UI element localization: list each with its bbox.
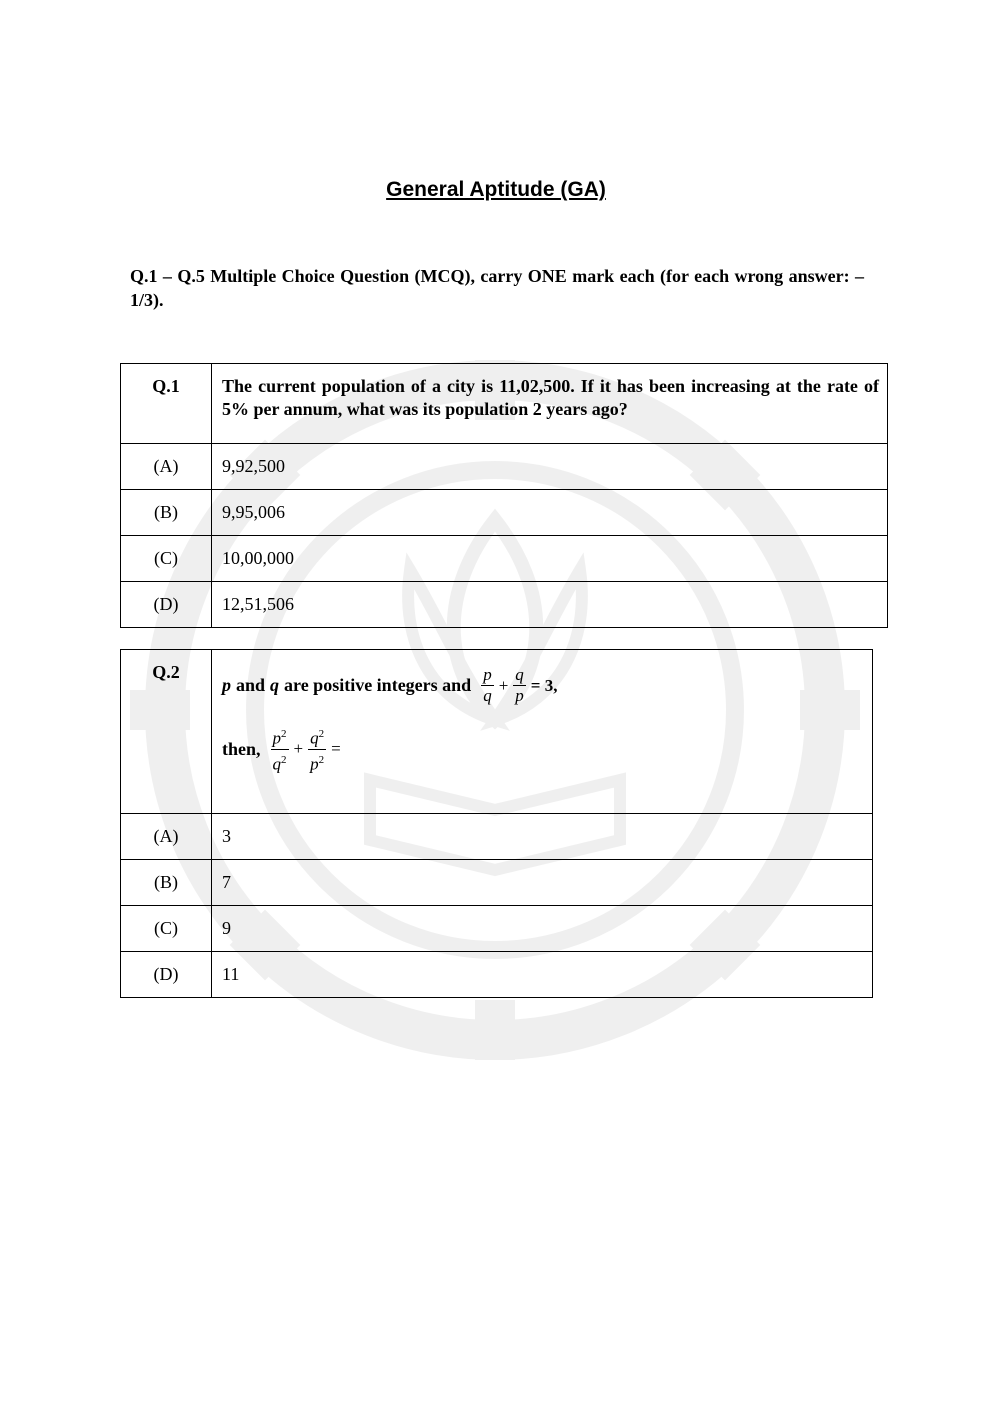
question-number: Q.1 [121, 364, 212, 444]
variable-q: q [270, 675, 280, 695]
option-label: (D) [121, 952, 212, 998]
fraction-p2-over-q2: $\frac{p^2}{q^2}$ [271, 724, 289, 774]
option-label: (B) [121, 490, 212, 536]
plus-sign: + [293, 739, 304, 759]
fraction-q-over-p: $\frac{q}{p}$ [515, 665, 524, 705]
option-label: (B) [121, 860, 212, 906]
question-text [212, 650, 873, 814]
question-text: The current population of a city is 11,02,500. If it has been increasing at the rate of 5% per annum, what was its population 2 years ago? [212, 364, 888, 444]
option-value: 3 [212, 814, 873, 860]
option-label: (C) [121, 906, 212, 952]
option-value: 7 [212, 860, 873, 906]
equation-rhs: = [331, 739, 341, 759]
section-title: General Aptitude (GA) [386, 178, 606, 201]
option-row-b[interactable] [121, 860, 873, 906]
section-instructions: Q.1 – Q.5 Multiple Choice Question (MCQ), carry ONE mark each (for each wrong answer: – 1/3). [130, 266, 864, 310]
option-label: (A) [121, 444, 212, 490]
variable-p: p [222, 675, 231, 695]
question-stem-line [222, 665, 864, 706]
option-row-d[interactable] [121, 582, 888, 628]
equation-rhs: = 3, [530, 675, 558, 695]
question-number: Q.2 [121, 650, 212, 814]
option-value: 12,51,506 [212, 582, 888, 628]
stem-text: are positive integers and [284, 675, 472, 695]
option-row-c[interactable] [121, 536, 888, 582]
question-2-table [120, 649, 873, 998]
option-row-b[interactable] [121, 490, 888, 536]
option-row-a[interactable] [121, 444, 888, 490]
option-label: (D) [121, 582, 212, 628]
option-value: 9,92,500 [212, 444, 888, 490]
option-value: 9 [212, 906, 873, 952]
question-1-table [120, 363, 888, 628]
option-row-a[interactable] [121, 814, 873, 860]
fraction-p-over-q: $\frac{p}{q}$ [483, 665, 492, 705]
question-then-line [222, 724, 864, 774]
option-row-c[interactable] [121, 906, 873, 952]
option-value: 10,00,000 [212, 536, 888, 582]
fraction-q2-over-p2: $\frac{q^2}{p^2}$ [308, 724, 326, 774]
plus-sign: + [498, 675, 509, 695]
option-value: 11 [212, 952, 873, 998]
question-2-stem-row [121, 650, 873, 814]
and-word: and [236, 675, 266, 695]
option-label: (A) [121, 814, 212, 860]
then-text: then, [222, 738, 261, 759]
option-row-d[interactable] [121, 952, 873, 998]
option-value: 9,95,006 [212, 490, 888, 536]
question-1-stem-row [121, 364, 888, 444]
option-label: (C) [121, 536, 212, 582]
